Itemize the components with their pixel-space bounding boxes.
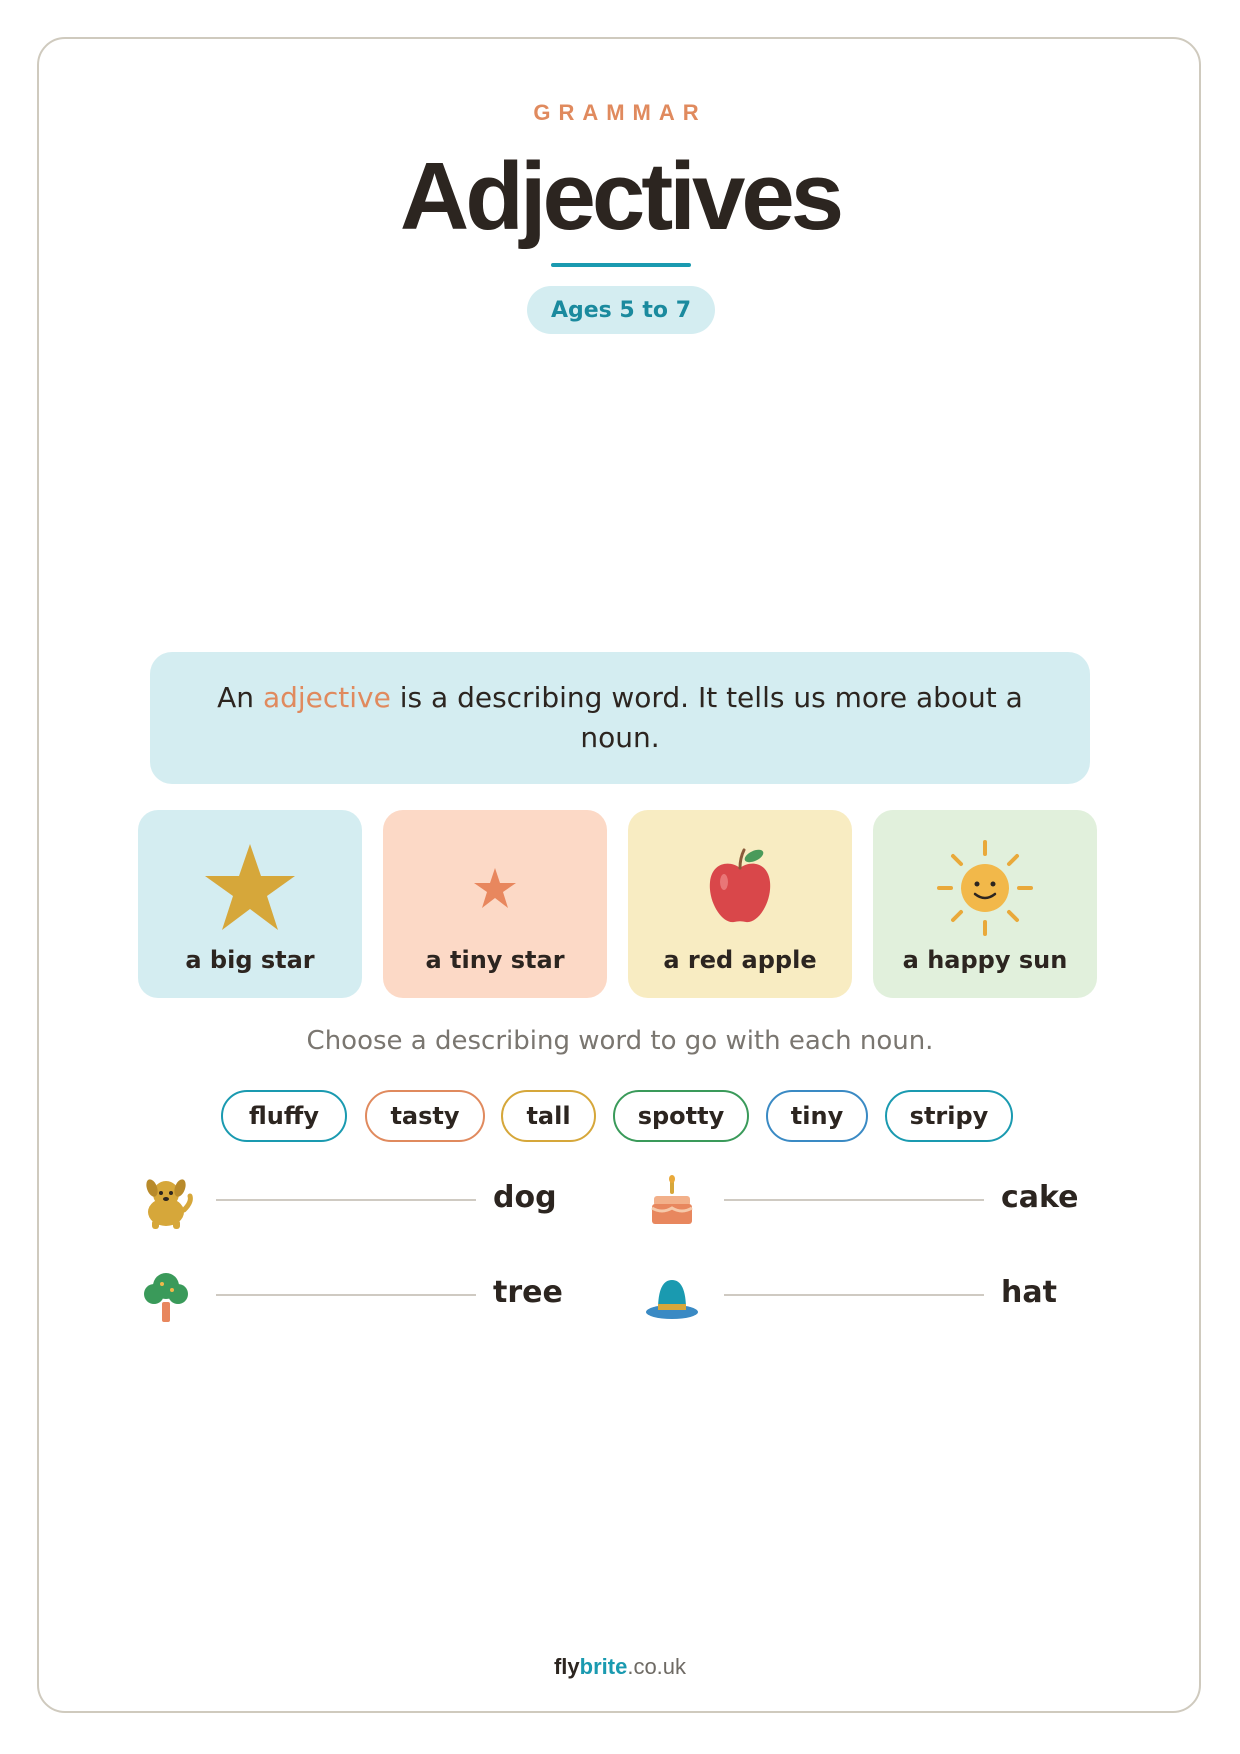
example-card-tiny-star — [383, 810, 607, 998]
age-badge: Ages 5 to 7 — [527, 286, 715, 334]
page-title: Adjectives — [399, 143, 841, 250]
apple-icon — [690, 838, 790, 938]
tiny-star-icon — [445, 838, 545, 938]
noun-dog: dog — [493, 1180, 557, 1215]
brand-fly: fly — [553, 1654, 580, 1679]
word-chip-stripy[interactable]: stripy — [885, 1090, 1013, 1142]
noun-cake: cake — [1001, 1180, 1079, 1215]
definition-prefix: An — [217, 681, 263, 714]
example-card-red-apple — [628, 810, 852, 998]
big-star-icon — [200, 838, 300, 938]
brand-tld: .co.uk — [627, 1654, 687, 1679]
example-label: a red apple — [663, 946, 817, 974]
word-chip-tiny[interactable]: tiny — [766, 1090, 868, 1142]
definition-box — [150, 652, 1090, 784]
word-chip-fluffy[interactable]: fluffy — [221, 1090, 347, 1142]
answer-line-tree[interactable] — [216, 1294, 476, 1296]
cake-icon — [642, 1172, 702, 1232]
answer-line-hat[interactable] — [724, 1294, 984, 1296]
word-chip-spotty[interactable]: spotty — [613, 1090, 749, 1142]
title-underline — [551, 263, 691, 267]
answer-line-cake[interactable] — [724, 1199, 984, 1201]
footer-brand[interactable] — [0, 1654, 1240, 1680]
noun-tree: tree — [493, 1275, 563, 1310]
example-label: a tiny star — [425, 946, 565, 974]
example-card-happy-sun — [873, 810, 1097, 998]
hat-icon — [642, 1266, 702, 1326]
definition-suffix: is a describing word. It tells us more about a noun. — [390, 681, 1023, 754]
example-label: a big star — [185, 946, 315, 974]
dog-icon — [136, 1172, 196, 1232]
brand-brite: brite — [579, 1654, 628, 1679]
instruction-text: Choose a describing word to go with each noun. — [306, 1026, 934, 1056]
definition-highlight: adjective — [262, 681, 391, 714]
example-card-big-star — [138, 810, 362, 998]
noun-hat: hat — [1001, 1275, 1057, 1310]
answer-line-dog[interactable] — [216, 1199, 476, 1201]
tree-icon — [136, 1266, 196, 1326]
example-label: a happy sun — [902, 946, 1068, 974]
word-chip-tall[interactable]: tall — [501, 1090, 596, 1142]
subject-eyebrow: GRAMMAR — [533, 100, 707, 125]
sun-icon — [935, 838, 1035, 938]
word-chip-tasty[interactable]: tasty — [365, 1090, 485, 1142]
